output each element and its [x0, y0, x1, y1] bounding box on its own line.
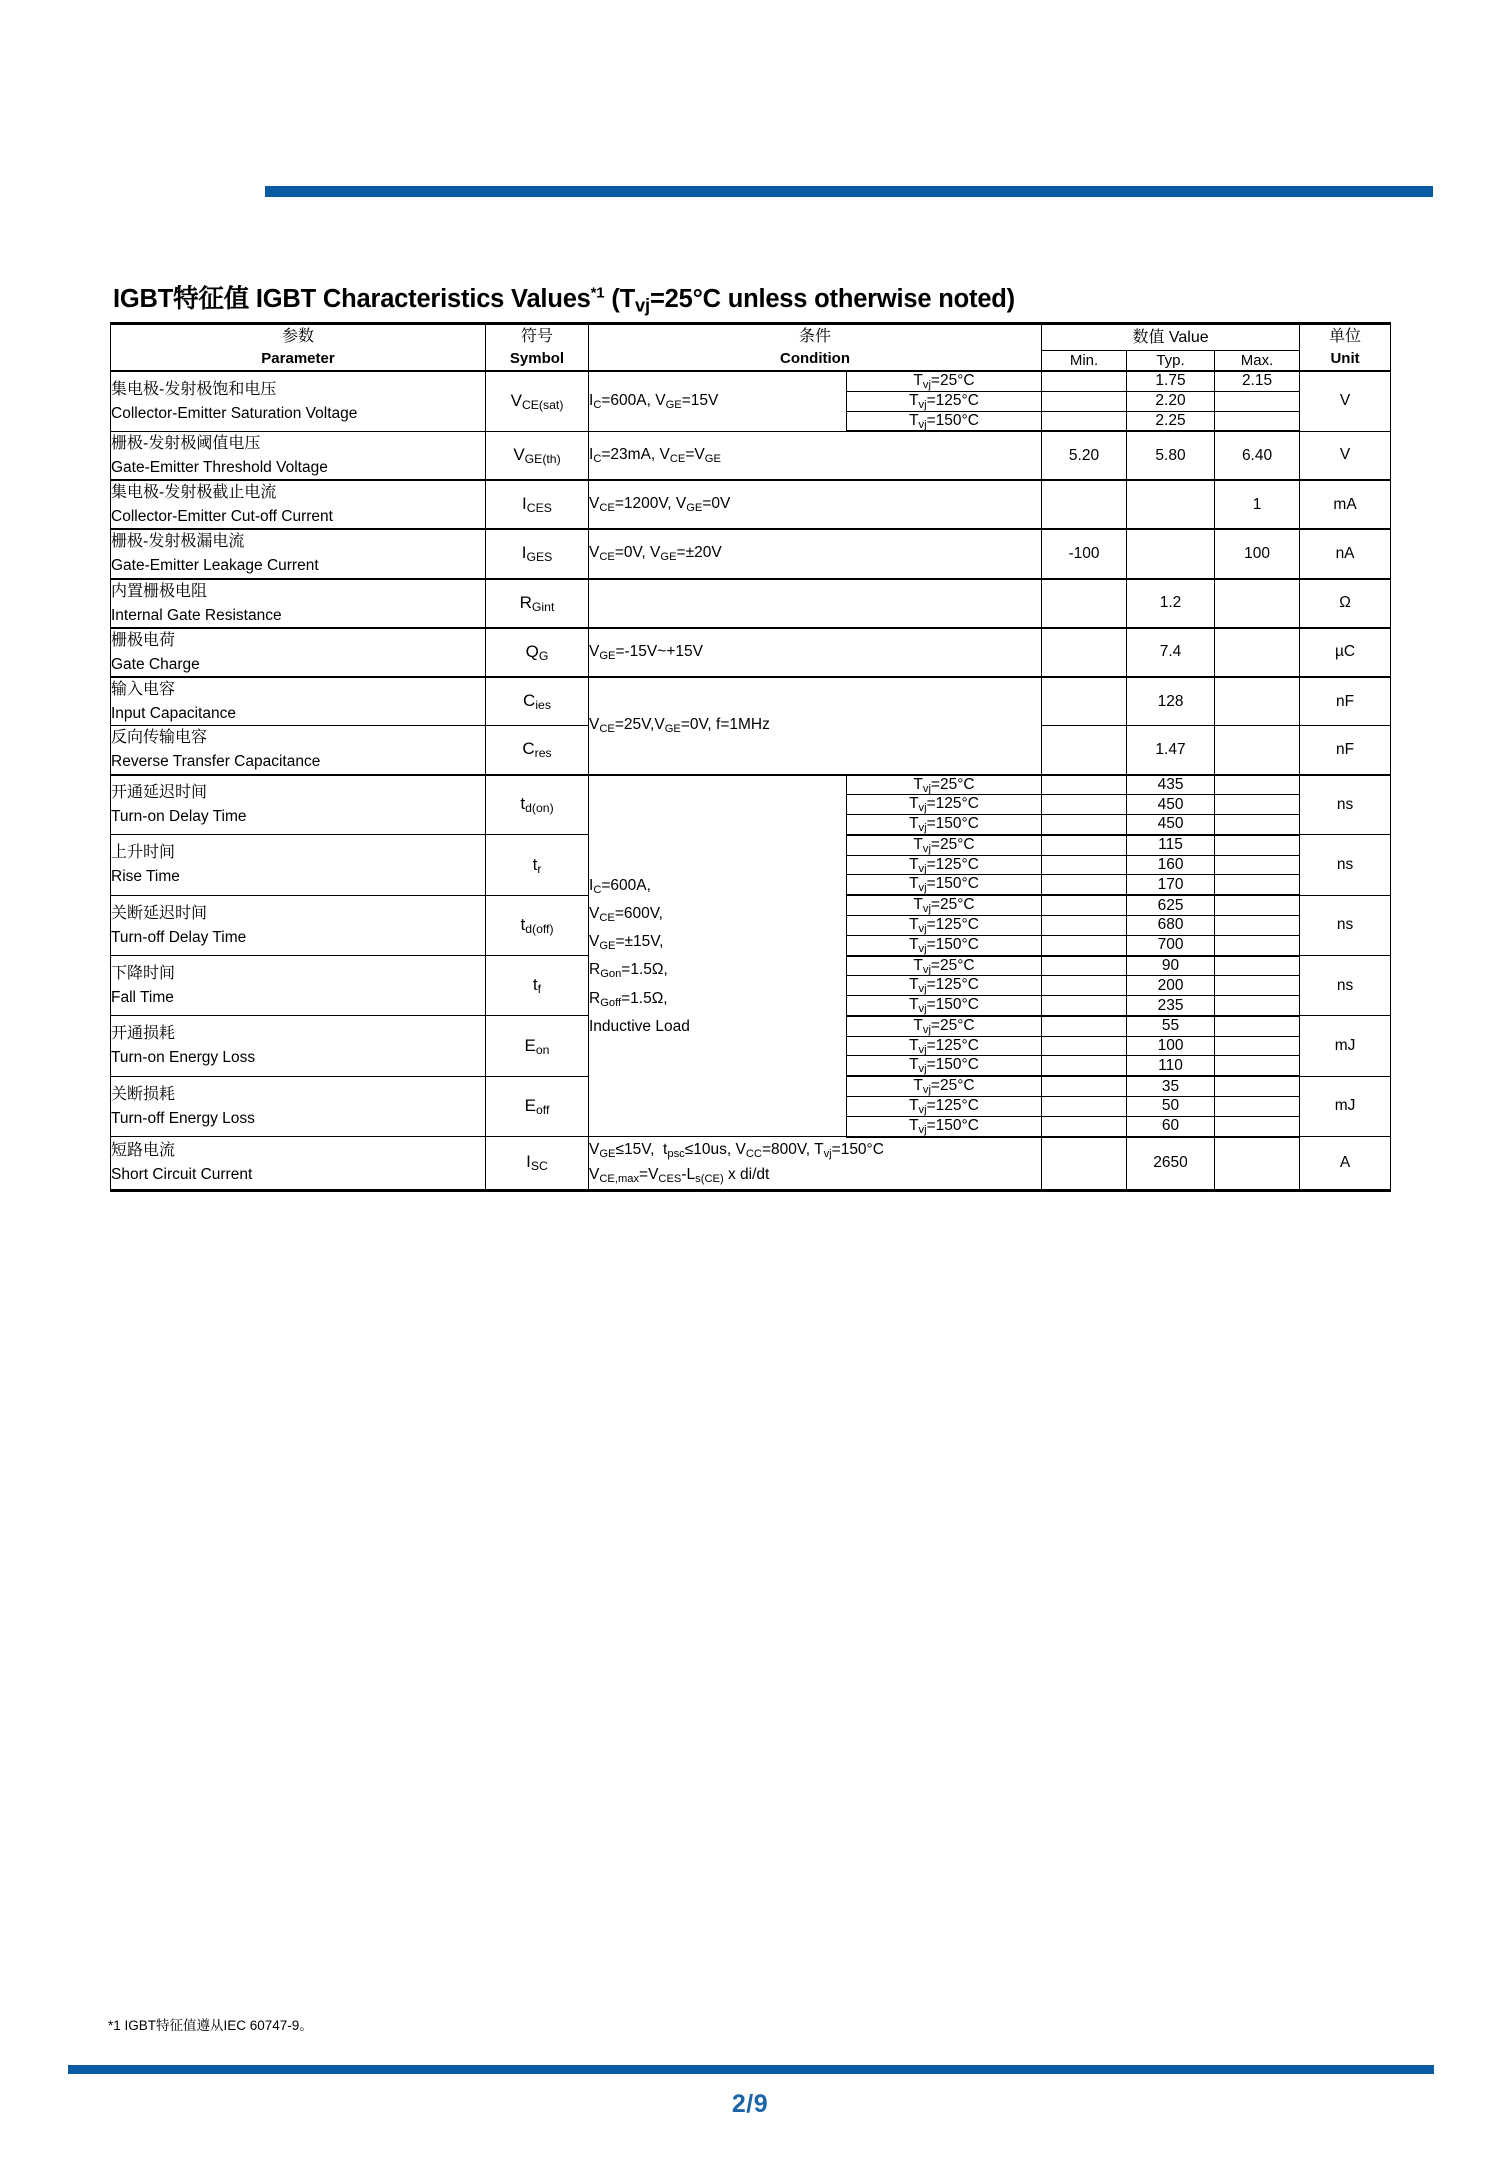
- value-min: [1042, 480, 1127, 529]
- igbt-characteristics-table: [110, 322, 1391, 1192]
- param-label-zh: 关断延迟时间: [111, 904, 208, 922]
- value-max: [1215, 1056, 1300, 1076]
- col-header-parameter-zh: 参数: [281, 328, 314, 345]
- condition-switching: $I_C=600A$, $V_{CE}=600V$, $V_{GE}=\pm 15V$, $R_{Gon}=1.5\Omega$, $R_{Goff}=1.5\Omega$, Inductive Load: [589, 775, 847, 1137]
- value-typ: 90: [1127, 956, 1215, 976]
- value-max: 100: [1215, 529, 1300, 578]
- value-typ: 100: [1127, 1036, 1215, 1056]
- value-max: [1215, 1116, 1300, 1136]
- table-row: [111, 628, 1391, 677]
- value-max: [1215, 726, 1300, 775]
- value-max: [1215, 628, 1300, 677]
- unit-isc: A: [1300, 1137, 1391, 1191]
- temp-condition: $T_{vj}=125^\circ C$: [847, 391, 1042, 411]
- param-label-zh: 开通损耗: [111, 1025, 176, 1043]
- page-title: [113, 279, 1015, 317]
- header-accent-bar: [265, 186, 1433, 197]
- value-typ: 160: [1127, 855, 1215, 875]
- condition-isc: $V_{GE}\le 15V$, $t_{psc}\le 10us$, $V_{CC}=800V$, $T_{vj}=150^\circ C$ $V_{CE,max}=V_{CES}-L_{s(CE)}$ x di/dt: [589, 1137, 1042, 1191]
- param-label-zh: 集电极-发射极饱和电压: [111, 380, 277, 398]
- param-label-zh: 栅极电荷: [111, 631, 176, 649]
- table-row: [111, 431, 1391, 480]
- value-typ: 680: [1127, 916, 1215, 936]
- value-max: [1215, 1097, 1300, 1117]
- param-label-zh: 栅极-发射极漏电流: [111, 533, 245, 551]
- col-header-symbol: [486, 324, 589, 371]
- condition-vge-th: $I_C=23mA$, $V_{CE}=V_{GE}$: [589, 431, 1042, 480]
- temp-condition: $T_{vj}=150^\circ C$: [847, 411, 1042, 431]
- value-max: [1215, 1036, 1300, 1056]
- value-max: [1215, 815, 1300, 835]
- value-min: [1042, 815, 1127, 835]
- temp-condition: $T_{vj}=125^\circ C$: [847, 1097, 1042, 1117]
- page-number: 2/9: [731, 2090, 769, 2118]
- symbol-td-on: $t_{d(on)}$: [486, 775, 589, 835]
- value-min: -100: [1042, 529, 1127, 578]
- table-row: [111, 480, 1391, 529]
- param-td-on: [111, 775, 486, 835]
- temp-condition: $T_{vj}=125^\circ C$: [847, 795, 1042, 815]
- param-qg: [111, 628, 486, 677]
- unit-tf: ns: [1300, 956, 1391, 1016]
- value-max: [1215, 916, 1300, 936]
- temp-condition: $T_{vj}=150^\circ C$: [847, 1116, 1042, 1136]
- unit-iges: nA: [1300, 529, 1391, 578]
- col-header-value-group: 数值 Value: [1042, 324, 1300, 351]
- value-min: [1042, 895, 1127, 915]
- param-label-en: Short Circuit Current: [111, 1166, 253, 1184]
- param-eon: [111, 1016, 486, 1076]
- value-typ: 2650: [1127, 1137, 1215, 1191]
- unit-tr: ns: [1300, 835, 1391, 895]
- table-row: [111, 1137, 1391, 1191]
- symbol-vge-th: $V_{GE(th)}$: [486, 431, 589, 480]
- value-min: [1042, 1016, 1127, 1036]
- value-max: [1215, 1076, 1300, 1096]
- value-max: [1215, 935, 1300, 955]
- temp-condition: $T_{vj}=125^\circ C$: [847, 976, 1042, 996]
- value-max: 6.40: [1215, 431, 1300, 480]
- param-label-zh: 内置栅极电阻: [111, 582, 208, 600]
- temp-condition: $T_{vj}=25^\circ C$: [847, 775, 1042, 795]
- col-header-parameter: [111, 324, 486, 371]
- param-isc: [111, 1137, 486, 1191]
- col-header-unit: [1300, 324, 1391, 371]
- symbol-tf: $t_f$: [486, 956, 589, 1016]
- param-rg-int: [111, 579, 486, 628]
- value-max: [1215, 835, 1300, 855]
- value-min: [1042, 628, 1127, 677]
- value-min: [1042, 1116, 1127, 1136]
- param-label-zh: 集电极-发射极截止电流: [111, 484, 277, 502]
- value-min: [1042, 775, 1127, 795]
- value-max: [1215, 1137, 1300, 1191]
- value-max: [1215, 976, 1300, 996]
- value-max: [1215, 411, 1300, 431]
- table-header: [111, 324, 1391, 371]
- condition-capacitance: $V_{CE}=25V,V_{GE}=0V$, f=1MHz: [589, 677, 1042, 775]
- value-typ: 450: [1127, 795, 1215, 815]
- col-header-symbol-zh: 符号: [520, 328, 553, 345]
- value-max: [1215, 895, 1300, 915]
- param-cres: [111, 726, 486, 775]
- temp-condition: $T_{vj}=25^\circ C$: [847, 895, 1042, 915]
- value-min: 5.20: [1042, 431, 1127, 480]
- temp-condition: $T_{vj}=25^\circ C$: [847, 371, 1042, 391]
- value-max: [1215, 855, 1300, 875]
- param-label-en: Collector-Emitter Saturation Voltage: [111, 404, 358, 422]
- temp-condition: $T_{vj}=25^\circ C$: [847, 1076, 1042, 1096]
- temp-condition: $T_{vj}=25^\circ C$: [847, 956, 1042, 976]
- value-max: [1215, 875, 1300, 895]
- footer-accent-bar: [68, 2065, 1434, 2074]
- param-label-zh: 上升时间: [111, 844, 176, 862]
- symbol-eoff: $E_{off}$: [486, 1076, 589, 1136]
- value-typ: 110: [1127, 1056, 1215, 1076]
- symbol-rg-int: $R_{Gint}$: [486, 579, 589, 628]
- temp-condition: $T_{vj}=150^\circ C$: [847, 935, 1042, 955]
- value-typ: 60: [1127, 1116, 1215, 1136]
- param-td-off: [111, 895, 486, 955]
- value-typ: 115: [1127, 835, 1215, 855]
- value-typ: 2.25: [1127, 411, 1215, 431]
- symbol-td-off: $t_{d(off)}$: [486, 895, 589, 955]
- param-label-en: Gate-Emitter Leakage Current: [111, 557, 319, 575]
- temp-condition: $T_{vj}=125^\circ C$: [847, 1036, 1042, 1056]
- value-min: [1042, 411, 1127, 431]
- value-typ: 1.47: [1127, 726, 1215, 775]
- temp-condition: $T_{vj}=150^\circ C$: [847, 815, 1042, 835]
- condition-vce-sat: $I_C=600A$, $V_{GE}=15V$: [589, 371, 847, 431]
- footnote: *1 IGBT特征值遵从IEC 60747-9。: [108, 2018, 313, 2033]
- value-typ: [1127, 480, 1215, 529]
- condition-rg-int: [589, 579, 1042, 628]
- param-label-en: Rise Time: [111, 868, 180, 886]
- col-header-condition-en: Condition: [780, 350, 850, 368]
- unit-eoff: mJ: [1300, 1076, 1391, 1136]
- value-max: [1215, 579, 1300, 628]
- page-title-zh: IGBT特征值: [113, 285, 250, 314]
- value-typ: 1.75: [1127, 371, 1215, 391]
- value-typ: 235: [1127, 996, 1215, 1016]
- param-cies: [111, 677, 486, 726]
- temp-condition: $T_{vj}=25^\circ C$: [847, 1016, 1042, 1036]
- temp-condition: $T_{vj}=150^\circ C$: [847, 996, 1042, 1016]
- temp-condition: $T_{vj}=125^\circ C$: [847, 916, 1042, 936]
- table-row: [111, 529, 1391, 578]
- param-label-en: Input Capacitance: [111, 705, 236, 723]
- param-label-zh: 短路电流: [111, 1142, 176, 1160]
- unit-cies: nF: [1300, 677, 1391, 726]
- param-eoff: [111, 1076, 486, 1136]
- col-header-symbol-en: Symbol: [509, 350, 565, 368]
- param-label-zh: 反向传输电容: [111, 729, 208, 747]
- value-max: [1215, 795, 1300, 815]
- value-min: [1042, 875, 1127, 895]
- temp-condition: $T_{vj}=150^\circ C$: [847, 1056, 1042, 1076]
- table-body: [111, 371, 1391, 1190]
- page-title-footnote-marker: *1: [590, 284, 605, 302]
- value-min: [1042, 1036, 1127, 1056]
- param-vce-sat: [111, 371, 486, 431]
- value-min: [1042, 996, 1127, 1016]
- value-typ: 200: [1127, 976, 1215, 996]
- param-label-en: Collector-Emitter Cut-off Current: [111, 508, 333, 526]
- value-min: [1042, 391, 1127, 411]
- value-typ: 55: [1127, 1016, 1215, 1036]
- table-row: [111, 775, 1391, 795]
- value-max: 1: [1215, 480, 1300, 529]
- col-header-unit-en: Unit: [1330, 350, 1360, 368]
- table-row: [111, 371, 1391, 391]
- param-label-en: Fall Time: [111, 989, 174, 1007]
- col-header-condition-zh: 条件: [799, 328, 832, 345]
- param-ices: [111, 480, 486, 529]
- unit-td-on: ns: [1300, 775, 1391, 835]
- value-min: [1042, 976, 1127, 996]
- param-label-en: Gate-Emitter Threshold Voltage: [111, 458, 328, 476]
- value-max: [1215, 996, 1300, 1016]
- col-header-min: Min.: [1042, 351, 1127, 371]
- value-typ: 2.20: [1127, 391, 1215, 411]
- value-min: [1042, 1076, 1127, 1096]
- value-min: [1042, 935, 1127, 955]
- value-typ: 435: [1127, 775, 1215, 795]
- value-typ: 128: [1127, 677, 1215, 726]
- symbol-cies: $C_{ies}$: [486, 677, 589, 726]
- value-typ: [1127, 529, 1215, 578]
- value-min: [1042, 855, 1127, 875]
- symbol-ices: $I_{CES}$: [486, 480, 589, 529]
- value-min: [1042, 916, 1127, 936]
- condition-qg: $V_{GE}=-15V\sim+15V$: [589, 628, 1042, 677]
- value-max: [1215, 775, 1300, 795]
- value-max: 2.15: [1215, 371, 1300, 391]
- param-tr: [111, 835, 486, 895]
- unit-qg: µC: [1300, 628, 1391, 677]
- value-max: [1215, 677, 1300, 726]
- value-typ: 700: [1127, 935, 1215, 955]
- temp-condition: $T_{vj}=125^\circ C$: [847, 855, 1042, 875]
- value-min: [1042, 835, 1127, 855]
- temp-condition: $T_{vj}=25^\circ C$: [847, 835, 1042, 855]
- value-min: [1042, 371, 1127, 391]
- value-min: [1042, 956, 1127, 976]
- param-label-zh: 下降时间: [111, 965, 176, 983]
- param-label-zh: 栅极-发射极阈值电压: [111, 434, 261, 452]
- value-typ: 35: [1127, 1076, 1215, 1096]
- unit-eon: mJ: [1300, 1016, 1391, 1076]
- param-label-en: Reverse Transfer Capacitance: [111, 753, 321, 771]
- param-label-zh: 开通延迟时间: [111, 784, 208, 802]
- unit-ices: mA: [1300, 480, 1391, 529]
- value-max: [1215, 956, 1300, 976]
- value-typ: 625: [1127, 895, 1215, 915]
- param-label-en: Turn-on Delay Time: [111, 808, 247, 826]
- value-typ: 7.4: [1127, 628, 1215, 677]
- symbol-tr: $t_r$: [486, 835, 589, 895]
- value-max: [1215, 1016, 1300, 1036]
- value-min: [1042, 795, 1127, 815]
- symbol-qg: $Q_G$: [486, 628, 589, 677]
- value-typ: 50: [1127, 1097, 1215, 1117]
- symbol-cres: $C_{res}$: [486, 726, 589, 775]
- param-label-zh: 输入电容: [111, 681, 176, 699]
- param-label-en: Internal Gate Resistance: [111, 606, 282, 624]
- table-row: [111, 677, 1391, 726]
- param-tf: [111, 956, 486, 1016]
- col-header-max: Max.: [1215, 351, 1300, 371]
- condition-iges: $V_{CE}=0V$, $V_{GE}=\pm 20V$: [589, 529, 1042, 578]
- param-label-zh: 关断损耗: [111, 1085, 176, 1103]
- param-vge-th: [111, 431, 486, 480]
- value-min: [1042, 1056, 1127, 1076]
- value-min: [1042, 579, 1127, 628]
- param-iges: [111, 529, 486, 578]
- symbol-eon: $E_{on}$: [486, 1016, 589, 1076]
- value-typ: 170: [1127, 875, 1215, 895]
- param-label-en: Gate Charge: [111, 655, 200, 673]
- table-header-row-1: [111, 324, 1391, 351]
- col-header-condition: [589, 324, 1042, 371]
- col-header-parameter-en: Parameter: [261, 350, 335, 368]
- value-min: [1042, 1137, 1127, 1191]
- temp-condition: $T_{vj}=150^\circ C$: [847, 875, 1042, 895]
- value-typ: 1.2: [1127, 579, 1215, 628]
- symbol-isc: $I_{SC}$: [486, 1137, 589, 1191]
- unit-vce-sat: V: [1300, 371, 1391, 431]
- condition-ices: $V_{CE}=1200V$, $V_{GE}=0V$: [589, 480, 1042, 529]
- page-title-en: IGBT Characteristics Values: [255, 285, 591, 314]
- unit-vge-th: V: [1300, 431, 1391, 480]
- col-header-unit-zh: 单位: [1329, 328, 1362, 345]
- param-label-en: Turn-on Energy Loss: [111, 1049, 256, 1067]
- value-typ: 450: [1127, 815, 1215, 835]
- unit-cres: nF: [1300, 726, 1391, 775]
- value-min: [1042, 726, 1127, 775]
- value-min: [1042, 677, 1127, 726]
- page-title-condition: ($T_{vj}=25^\circ C$ unless otherwise noted): [611, 285, 1015, 316]
- value-min: [1042, 1097, 1127, 1117]
- param-label-en: Turn-off Energy Loss: [111, 1109, 255, 1127]
- param-label-en: Turn-off Delay Time: [111, 928, 247, 946]
- symbol-iges: $I_{GES}$: [486, 529, 589, 578]
- table-row: [111, 579, 1391, 628]
- unit-rg-int: Ω: [1300, 579, 1391, 628]
- value-max: [1215, 391, 1300, 411]
- value-typ: 5.80: [1127, 431, 1215, 480]
- unit-td-off: ns: [1300, 895, 1391, 955]
- symbol-vce-sat: $V_{CE(sat)}$: [486, 371, 589, 431]
- col-header-typ: Typ.: [1127, 351, 1215, 371]
